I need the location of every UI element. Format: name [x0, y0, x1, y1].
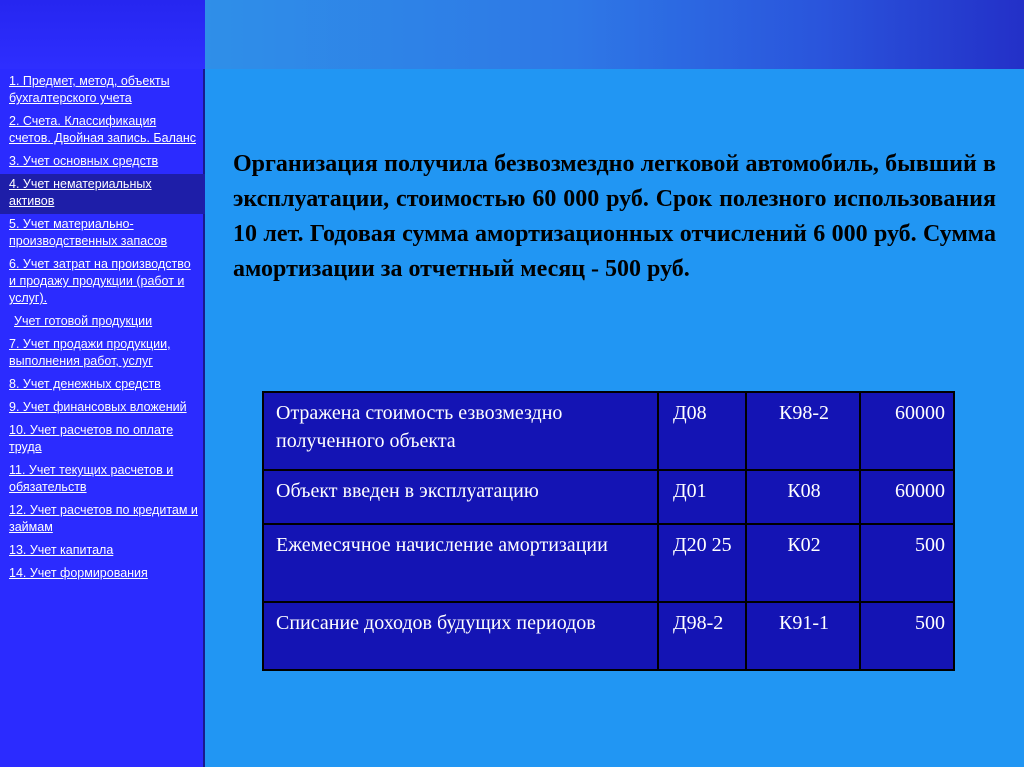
entry-credit: К08	[746, 470, 860, 524]
entry-debit: Д08	[658, 392, 746, 470]
sidebar-item-fixed-assets[interactable]: 3. Учет основных средств	[9, 154, 159, 168]
task-description: Организация получила безвозмездно легковой автомобиль, бывший в эксплуатации, стоимостью 60 000 руб. Срок полезного использования 10 лет. Годовая сумма амортизационных отчислений 6 000 руб. Сумма амортизации за отчетный месяц - 500 руб.	[233, 151, 996, 282]
sidebar	[0, 0, 205, 767]
entry-debit: Д98-2	[658, 602, 746, 670]
accounting-entries-table	[262, 391, 955, 671]
sidebar-item-sales[interactable]: 7. Учет продажи продукции, выполнения работ, услуг	[9, 337, 171, 368]
entry-amount: 60000	[860, 470, 954, 524]
sidebar-item-payroll[interactable]: 10. Учет расчетов по оплате труда	[9, 423, 174, 454]
sidebar-item-cash[interactable]: 8. Учет денежных средств	[9, 377, 161, 391]
main-content	[205, 69, 1024, 767]
sidebar-item-subject-method[interactable]: 1. Предмет, метод, объекты бухгалтерского учета	[9, 74, 170, 105]
table-row	[263, 470, 954, 524]
entry-description: Объект введен в эксплуатацию	[263, 470, 658, 524]
table-row	[263, 524, 954, 602]
table-row	[263, 392, 954, 470]
sidebar-nav	[0, 71, 205, 586]
sidebar-item-loans[interactable]: 12. Учет расчетов по кредитам и займам	[9, 503, 198, 534]
sidebar-item-accounts[interactable]: 2. Счета. Классификация счетов. Двойная запись. Баланс	[9, 114, 196, 145]
sidebar-item-investments[interactable]: 9. Учет финансовых вложений	[9, 400, 187, 414]
sidebar-item-formation[interactable]: 14. Учет формирования	[9, 566, 148, 580]
entry-credit: К98-2	[746, 392, 860, 470]
entry-credit: К91-1	[746, 602, 860, 670]
entry-description: Отражена стоимость езвозмездно полученного объекта	[263, 392, 658, 470]
entry-amount: 500	[860, 602, 954, 670]
sidebar-item-production-costs[interactable]: 6. Учет затрат на производство и продажу продукции (работ и услуг).	[9, 257, 191, 305]
header-band	[205, 0, 1024, 69]
entry-amount: 60000	[860, 392, 954, 470]
entry-debit: Д20 25	[658, 524, 746, 602]
table-row	[263, 602, 954, 670]
entry-description: Ежемесячное начисление амортизации	[263, 524, 658, 602]
entry-credit: К02	[746, 524, 860, 602]
entry-amount: 500	[860, 524, 954, 602]
entry-description: Списание доходов будущих периодов	[263, 602, 658, 670]
sidebar-item-inventories[interactable]: 5. Учет материально-производственных запасов	[9, 217, 168, 248]
entry-debit: Д01	[658, 470, 746, 524]
sidebar-item-current-liabilities[interactable]: 11. Учет текущих расчетов и обязательств	[9, 463, 174, 494]
sidebar-item-capital[interactable]: 13. Учет капитала	[9, 543, 114, 557]
sidebar-item-intangible-assets[interactable]: 4. Учет нематериальных активов	[0, 174, 205, 214]
sidebar-header	[0, 0, 205, 69]
sidebar-item-finished-goods[interactable]: Учет готовой продукции	[14, 314, 153, 328]
